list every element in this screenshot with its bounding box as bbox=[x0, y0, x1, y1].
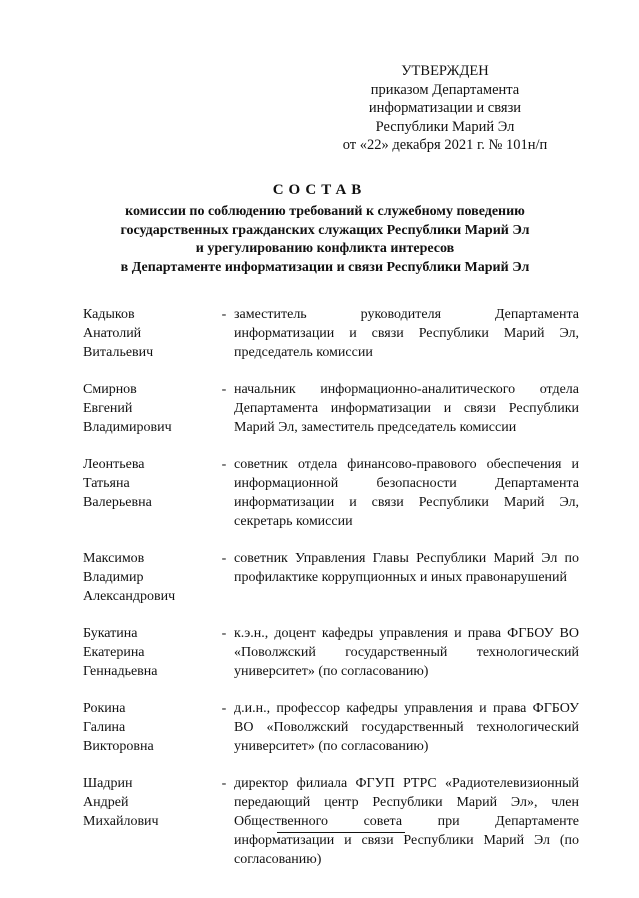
member-dash: - bbox=[221, 382, 227, 397]
member-middle-name: Михайлович bbox=[83, 814, 159, 829]
member-role: заместитель руководителя Департамента информатизации и связи Республики Марий Эл, председатель комиссии bbox=[234, 307, 579, 360]
member-row bbox=[83, 699, 579, 756]
member-middle-name: Викторовна bbox=[83, 739, 154, 754]
member-middle-name: Владимирович bbox=[83, 420, 172, 435]
member-last-name: Рокина bbox=[83, 701, 126, 716]
subtitle-line: комиссии по соблюдению требований к служебному поведению bbox=[125, 204, 525, 219]
member-last-name: Кадыков bbox=[83, 307, 135, 322]
member-dash: - bbox=[221, 551, 227, 566]
member-last-name: Смирнов bbox=[83, 382, 137, 397]
members-list bbox=[83, 305, 579, 887]
end-divider-line bbox=[277, 832, 405, 833]
member-last-name: Леонтьева bbox=[83, 457, 145, 472]
member-row bbox=[83, 380, 579, 437]
member-dash: - bbox=[221, 626, 227, 641]
member-dash: - bbox=[221, 457, 227, 472]
member-role: к.э.н., доцент кафедры управления и права ФГБОУ ВО «Поволжский государственный технологический университет» (по согласованию) bbox=[234, 626, 579, 679]
member-row bbox=[83, 455, 579, 531]
member-row bbox=[83, 774, 579, 869]
subtitle-line: и урегулированию конфликта интересов bbox=[195, 241, 455, 256]
member-last-name: Шадрин bbox=[83, 776, 133, 791]
approval-stamp bbox=[330, 62, 560, 155]
member-first-name: Анатолий bbox=[83, 326, 142, 341]
member-name bbox=[83, 699, 215, 756]
member-dash: - bbox=[221, 701, 227, 716]
member-first-name: Галина bbox=[83, 720, 126, 735]
member-middle-name: Геннадьевна bbox=[83, 664, 158, 679]
member-first-name: Владимир bbox=[83, 570, 144, 585]
approval-date-line: от «22» декабря 2021 г. № 101н/п bbox=[342, 137, 548, 153]
member-first-name: Андрей bbox=[83, 795, 129, 810]
member-first-name: Татьяна bbox=[83, 476, 130, 491]
approval-order-line: приказом Департамента bbox=[370, 81, 520, 98]
member-name bbox=[83, 624, 215, 681]
member-row bbox=[83, 305, 579, 362]
member-role: начальник информационно-аналитического отдела Департамента информатизации и связи Республики Марий Эл, заместитель председатель комиссии bbox=[234, 382, 579, 435]
member-first-name: Евгений bbox=[83, 401, 133, 416]
member-name bbox=[83, 774, 215, 869]
page-subtitle bbox=[60, 203, 590, 277]
approval-republic-line: Республики Марий Эл bbox=[375, 118, 515, 135]
subtitle-line: государственных гражданских служащих Республики Марий Эл bbox=[120, 222, 530, 238]
member-name bbox=[83, 455, 215, 531]
member-name bbox=[83, 305, 215, 362]
member-last-name: Максимов bbox=[83, 551, 145, 566]
member-role: советник Управления Главы Республики Марий Эл по профилактике коррупционных и иных правонарушений bbox=[234, 551, 579, 585]
member-name bbox=[83, 380, 215, 437]
member-middle-name: Валерьевна bbox=[83, 495, 152, 510]
page-title: СОСТАВ bbox=[272, 182, 367, 198]
member-middle-name: Александрович bbox=[83, 589, 176, 604]
member-name bbox=[83, 549, 215, 606]
member-dash: - bbox=[221, 776, 227, 791]
member-first-name: Екатерина bbox=[83, 645, 145, 660]
subtitle-line: в Департаменте информатизации и связи Республики Марий Эл bbox=[120, 259, 530, 275]
member-last-name: Букатина bbox=[83, 626, 138, 641]
member-row bbox=[83, 549, 579, 606]
member-role: директор филиала ФГУП РТРС «Радиотелевизионный передающий центр Республики Марий Эл», член Общественного совета при Департаменте информатизации и связи Республики Марий Эл (по согласованию) bbox=[234, 776, 579, 867]
approval-department-line: информатизации и связи bbox=[368, 100, 522, 116]
approval-heading: УТВЕРЖДЕН bbox=[401, 63, 489, 79]
member-role: д.и.н., профессор кафедры управления и права ФГБОУ ВО «Поволжский государственный технологический университет» (по согласованию) bbox=[234, 701, 579, 754]
member-role: советник отдела финансово-правового обеспечения и информационной безопасности Департамента информатизации и связи Республики Марий Эл, секретарь комиссии bbox=[234, 457, 579, 529]
member-dash: - bbox=[221, 307, 227, 322]
member-row bbox=[83, 624, 579, 681]
member-middle-name: Витальевич bbox=[83, 345, 154, 360]
